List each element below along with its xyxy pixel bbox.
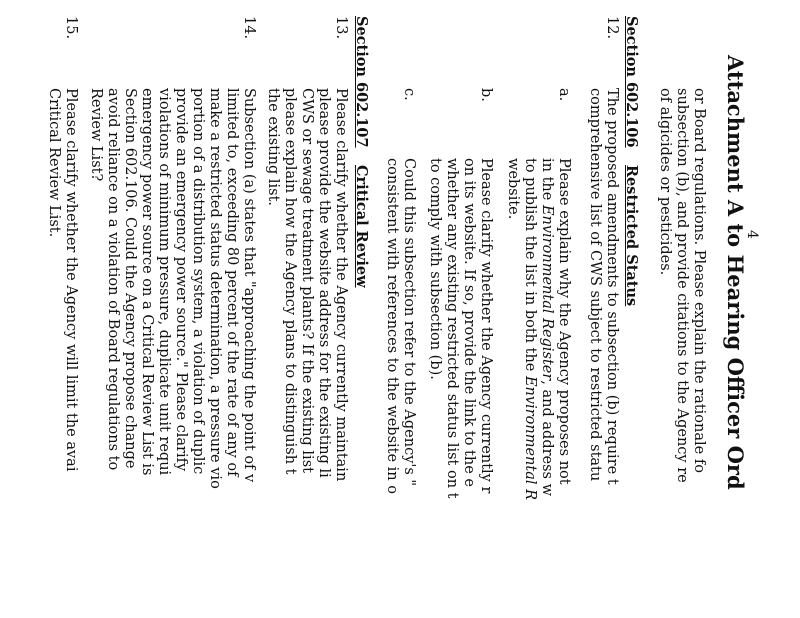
item-12c-line-1: Could this subsection refer to the Agency's " bbox=[401, 158, 417, 487]
intro-line-3: of algicides or pesticides. bbox=[657, 88, 673, 276]
item-13-line-2: please provide the website address for the existing li bbox=[316, 88, 332, 478]
item-12a-line-1: Please explain why the Agency proposes not bbox=[556, 158, 572, 485]
section-602-106-title: Restricted Status bbox=[623, 165, 640, 307]
item-12a-letter: a. bbox=[556, 88, 572, 102]
item-12a-line-2: in the Environmental Register, and address w bbox=[539, 158, 555, 497]
item-12c-line-2: consistent with references to the website in o bbox=[384, 158, 400, 494]
section-602-106-label: Section 602.106 bbox=[623, 16, 640, 148]
item-13-line-1: Please clarify whether the Agency currently maintain bbox=[333, 88, 349, 482]
item-14-line-3: make a restricted status determination, a pressure vio bbox=[207, 88, 223, 489]
item-12c-letter: c. bbox=[401, 88, 417, 101]
section-602-107-label: Section 602.107 bbox=[353, 16, 370, 148]
item-12b-letter: b. bbox=[478, 88, 494, 102]
item-12-number: 12. bbox=[604, 16, 620, 40]
item-14-number: 14. bbox=[241, 16, 257, 40]
intro-line-2: subsection (b), and provide citations to the Agency re bbox=[674, 88, 690, 483]
section-602-107-title: Critical Review bbox=[353, 165, 370, 288]
item-14-line-8: Section 602.106. Could the Agency propose change bbox=[122, 88, 138, 469]
item-12-line-2: comprehensive list of CWS subject to restricted statu bbox=[587, 88, 603, 482]
item-13-line-4: please explain how the Agency plans to distinguish t bbox=[282, 88, 298, 475]
item-12b-line-2: on its website. If so, provide the link to the e bbox=[461, 158, 477, 487]
item-14-line-6: violations of minimum pressure, duplicate unit requi bbox=[156, 88, 172, 476]
item-13-line-3: CWS or sewage treatment plants? If the existing list bbox=[299, 88, 315, 473]
item-15-number: 15. bbox=[63, 16, 79, 40]
item-15-line-2: Critical Review List. bbox=[46, 88, 62, 238]
page-number: 4 bbox=[744, 230, 760, 239]
item-15-line-1: Please clarify whether the Agency will limit the avai bbox=[63, 88, 79, 472]
item-12a-line-4: website. bbox=[505, 158, 521, 220]
item-13-number: 13. bbox=[333, 16, 349, 40]
item-12-line-1: The proposed amendments to subsection (b) require t bbox=[604, 88, 620, 485]
document-title: Attachment A to Hearing Officer Ord bbox=[723, 55, 748, 490]
item-14-line-9: avoid reliance on a violation of Board regulations to bbox=[105, 88, 121, 471]
intro-line-1: or Board regulations. Please explain the rationale fo bbox=[691, 88, 707, 473]
item-12b-line-4: to comply with subsection (b). bbox=[427, 158, 443, 380]
item-14-line-7: emergency power source on a Critical Review List is bbox=[139, 88, 155, 476]
item-14-line-1: Subsection (a) states that "approaching the point of v bbox=[241, 88, 257, 483]
item-14-line-4: portion of a distribution system, a violation of duplic bbox=[190, 88, 206, 475]
item-14-line-10: Review List? bbox=[88, 88, 104, 182]
item-12b-line-3: whether any existing restricted status list on t bbox=[444, 158, 460, 499]
item-13-line-5: the existing list. bbox=[265, 88, 281, 207]
item-14-line-5: provide an emergency power source." Please clarify bbox=[173, 88, 189, 472]
item-12b-line-1: Please clarify whether the Agency currently r bbox=[478, 158, 494, 494]
item-12a-line-3: to publish the list in both the Environmental R bbox=[522, 158, 538, 501]
item-14-line-2: limited to, exceeding 80 percent of the rate of any of bbox=[224, 88, 240, 477]
